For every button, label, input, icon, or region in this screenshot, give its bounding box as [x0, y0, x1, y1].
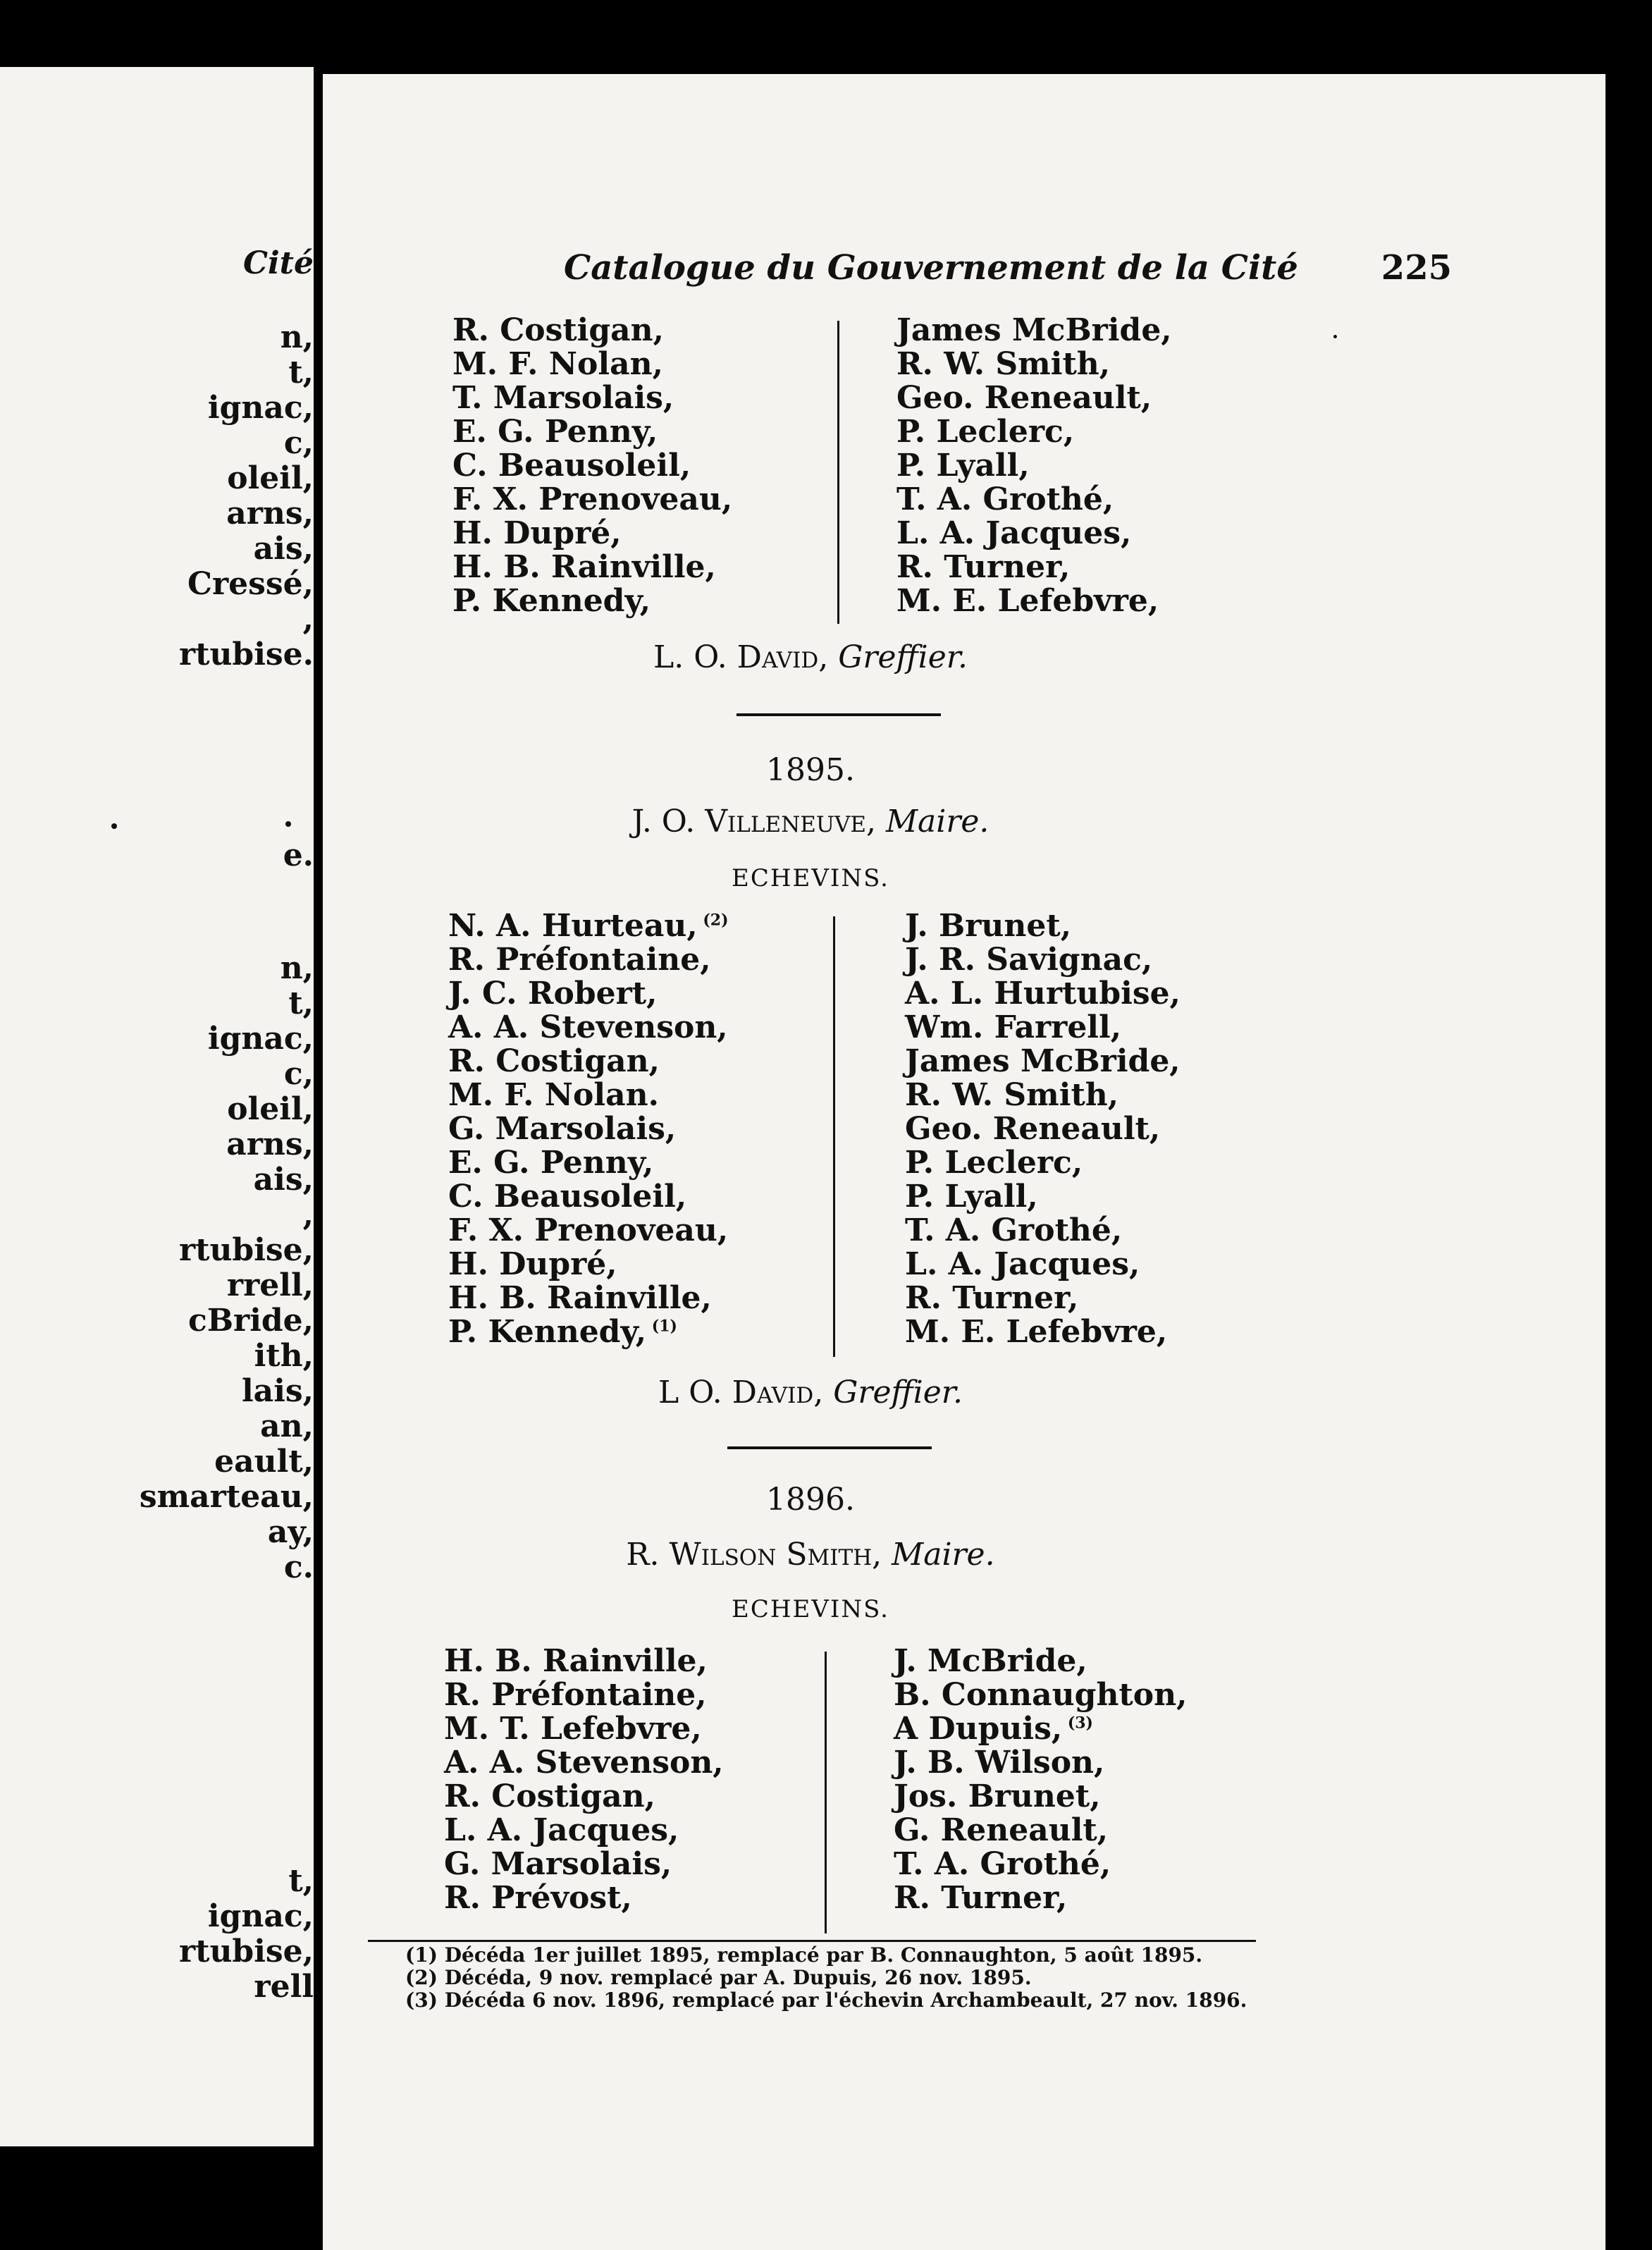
left-page-fragment — [0, 1900, 314, 1934]
alderman-name — [448, 1248, 729, 1281]
alderman-name — [896, 483, 1172, 517]
alderman-name — [896, 314, 1172, 348]
alderman-name-text: H. Dupré, — [452, 515, 622, 551]
mayor-line-1895 — [423, 802, 1198, 842]
aldermen-left-column — [444, 1645, 724, 1915]
left-page-fragment — [0, 603, 314, 637]
left-page-fragment — [0, 1516, 314, 1549]
left-page-fragment — [0, 1551, 314, 1585]
mayor-title: Maire. — [892, 1537, 995, 1573]
left-page-fragment — [0, 952, 314, 985]
fragment-text: rtubise, — [178, 1234, 314, 1267]
left-page-fragment — [0, 1410, 314, 1444]
fragment-text: lais, — [241, 1375, 314, 1408]
alderman-name — [896, 381, 1172, 415]
alderman-name — [896, 517, 1172, 551]
alderman-name-text: Jos. Brunet, — [894, 1778, 1101, 1814]
alderman-name-text: James McBride, — [896, 312, 1172, 348]
fragment-text: rtubise, — [178, 1935, 314, 1969]
alderman-name — [448, 1011, 729, 1045]
fragment-text: eault, — [214, 1445, 314, 1479]
footnote-rule — [368, 1940, 1256, 1942]
alderman-name — [448, 909, 729, 943]
alderman-name — [896, 584, 1172, 618]
alderman-name — [452, 483, 732, 517]
section-rule — [736, 713, 941, 716]
alderman-name — [444, 1645, 724, 1678]
alderman-name — [896, 348, 1172, 381]
alderman-name — [448, 1045, 729, 1078]
alderman-name-text: R. W. Smith, — [905, 1077, 1119, 1113]
alderman-name — [896, 449, 1172, 483]
alderman-name-text: L. A. Jacques, — [896, 515, 1132, 551]
clerk-line-1895 — [423, 1373, 1198, 1413]
alderman-name-text: L. A. Jacques, — [905, 1246, 1140, 1282]
alderman-name-text: T. Marsolais, — [452, 380, 674, 416]
fragment-text: an, — [260, 1410, 314, 1444]
alderman-name — [896, 415, 1172, 449]
section-rule — [727, 1446, 932, 1449]
ink-speck — [1333, 335, 1337, 338]
aldermen-right-column — [905, 909, 1181, 1349]
left-page-fragments — [0, 67, 314, 2146]
left-page-fragment — [0, 247, 314, 281]
clerk-line-top — [423, 638, 1198, 677]
alderman-name — [452, 517, 732, 551]
alderman-name-text: P. Lyall, — [896, 448, 1030, 484]
fragment-text: oleil, — [227, 462, 314, 496]
fragment-text: c. — [283, 1551, 314, 1585]
alderman-name-text: H. B. Rainville, — [448, 1280, 712, 1316]
aldermen-list-1896 — [423, 1645, 1198, 1934]
year-1895: 1895. — [766, 752, 855, 788]
alderman-name — [448, 1180, 729, 1214]
left-page-fragment — [0, 532, 314, 566]
fragment-text: rrell, — [226, 1269, 314, 1303]
alderman-name — [444, 1814, 724, 1848]
fragment-text: ais, — [253, 532, 314, 566]
alderman-name-text: R. Costigan, — [448, 1043, 660, 1079]
alderman-name-text: H. Dupré, — [448, 1246, 617, 1282]
alderman-name — [448, 1146, 729, 1180]
fragment-text: oleil, — [227, 1093, 314, 1126]
fragment-text: n, — [280, 952, 314, 985]
running-header — [564, 247, 1452, 289]
fragment-text: , — [302, 603, 314, 637]
fragment-text: smarteau, — [139, 1480, 314, 1514]
fragment-text: c, — [283, 426, 314, 460]
fragment-text: ay, — [267, 1516, 314, 1549]
alderman-name — [905, 1281, 1181, 1315]
alderman-name — [452, 584, 732, 618]
alderman-name — [905, 1112, 1181, 1146]
alderman-name — [905, 943, 1181, 977]
aldermen-list-1895 — [423, 909, 1198, 1360]
page-number: 225 — [1381, 248, 1452, 288]
alderman-name-text: R. Turner, — [894, 1880, 1068, 1916]
left-page-fragment — [0, 356, 314, 390]
alderman-name — [905, 1214, 1181, 1248]
clerk-title: Greffier. — [833, 1375, 963, 1410]
echevins-heading-1896: ECHEVINS. — [732, 1595, 889, 1623]
alderman-name-text: T. A. Grothé, — [905, 1212, 1123, 1248]
left-page-fragment — [0, 391, 314, 425]
alderman-name-text: R. Turner, — [905, 1280, 1079, 1316]
fragment-text: Cité — [242, 247, 314, 281]
alderman-name — [905, 1180, 1181, 1214]
alderman-name — [905, 1248, 1181, 1281]
left-page-fragment — [0, 567, 314, 601]
fragment-text: e. — [283, 839, 314, 873]
clerk-title: Greffier. — [838, 639, 968, 675]
alderman-name — [894, 1678, 1187, 1712]
column-divider — [837, 321, 839, 624]
left-page-fragment — [0, 497, 314, 531]
fragment-text: ith, — [254, 1339, 314, 1373]
footnote-marker: (2) — [697, 911, 729, 930]
alderman-name — [448, 1112, 729, 1146]
alderman-name-text: A Dupuis, — [894, 1711, 1063, 1747]
alderman-name — [894, 1746, 1187, 1780]
clerk-name: L O. David, — [658, 1375, 824, 1410]
ink-speck — [285, 821, 291, 827]
left-page-fragment — [0, 1375, 314, 1408]
alderman-name-text: C. Beausoleil, — [452, 448, 691, 484]
alderman-name-text: Wm. Farrell, — [905, 1009, 1122, 1045]
column-divider — [825, 1652, 827, 1934]
continued-aldermen-list — [423, 314, 1198, 624]
alderman-name-text: M. E. Lefebvre, — [905, 1314, 1168, 1350]
fragment-text: c, — [283, 1057, 314, 1091]
alderman-name-text: R. W. Smith, — [896, 346, 1111, 382]
left-page-fragment — [0, 987, 314, 1021]
alderman-name-text: M. F. Nolan, — [452, 346, 663, 382]
alderman-name — [448, 1078, 729, 1112]
alderman-name-text: P. Leclerc, — [896, 414, 1075, 450]
left-page-fragment — [0, 1057, 314, 1091]
alderman-name-text: G. Marsolais, — [444, 1846, 672, 1882]
alderman-name — [452, 415, 732, 449]
alderman-name — [894, 1712, 1187, 1746]
alderman-name-text: G. Reneault, — [894, 1812, 1109, 1848]
alderman-name-text: Geo. Reneault, — [896, 380, 1152, 416]
alderman-name-text: J. McBride, — [894, 1643, 1087, 1679]
alderman-name — [448, 1281, 729, 1315]
alderman-name — [905, 1011, 1181, 1045]
alderman-name-text: A. A. Stevenson, — [448, 1009, 728, 1045]
left-page-fragment — [0, 1128, 314, 1162]
left-page-fragment — [0, 1198, 314, 1232]
fragment-text: n, — [280, 321, 314, 355]
footnote-marker: (3) — [1062, 1714, 1093, 1733]
echevins-heading-1895: ECHEVINS. — [732, 864, 889, 892]
left-page-fragment — [0, 1445, 314, 1479]
alderman-name-text: M. F. Nolan. — [448, 1077, 659, 1113]
left-page-fragment — [0, 1935, 314, 1969]
alderman-name-text: T. A. Grothé, — [894, 1846, 1111, 1882]
fragment-text: ignac, — [207, 1900, 314, 1934]
alderman-name — [448, 943, 729, 977]
left-page-fragment — [0, 1304, 314, 1338]
alderman-name — [444, 1678, 724, 1712]
alderman-name-text: James McBride, — [905, 1043, 1181, 1079]
alderman-name-text: A. L. Hurtubise, — [905, 976, 1181, 1012]
alderman-name — [905, 977, 1181, 1011]
year-1896: 1896. — [766, 1482, 855, 1518]
left-page-fragment — [0, 839, 314, 873]
footnote: (2) Décéda, 9 nov. remplacé par A. Dupuis, 26 nov. 1895. — [405, 1966, 1032, 1989]
mayor-name: R. Wilson Smith, — [626, 1537, 882, 1573]
alderman-name — [896, 551, 1172, 584]
aldermen-left-column — [448, 909, 729, 1349]
alderman-name — [448, 1214, 729, 1248]
alderman-name-text: P. Leclerc, — [905, 1145, 1083, 1181]
alderman-name-text: M. T. Lefebvre, — [444, 1711, 702, 1747]
alderman-name — [452, 551, 732, 584]
fragment-text: t, — [288, 356, 314, 390]
fragment-text: Cressé, — [187, 567, 314, 601]
alderman-name-text: P. Kennedy, — [452, 583, 651, 619]
page-edge-shadow — [1605, 106, 1652, 2250]
left-page-fragment — [0, 1163, 314, 1197]
alderman-name-text: F. X. Prenoveau, — [452, 481, 733, 517]
fragment-text: rell — [254, 1970, 314, 2004]
alderman-name — [452, 381, 732, 415]
fragment-text: t, — [288, 987, 314, 1021]
alderman-name-text: E. G. Penny, — [452, 414, 658, 450]
alderman-name-text: C. Beausoleil, — [448, 1179, 687, 1215]
alderman-name — [894, 1881, 1187, 1915]
left-page-fragment — [0, 321, 314, 355]
fragment-text: , — [302, 1198, 314, 1232]
alderman-name-text: L. A. Jacques, — [444, 1812, 679, 1848]
alderman-name-text: J. R. Savignac, — [905, 942, 1153, 978]
alderman-name-text: Geo. Reneault, — [905, 1111, 1161, 1147]
alderman-name-text: R. Préfontaine, — [444, 1677, 707, 1713]
mayor-name: J. O. Villeneuve, — [631, 804, 876, 840]
alderman-name-text: J. C. Robert, — [448, 976, 658, 1012]
alderman-name — [444, 1746, 724, 1780]
left-page-fragment — [0, 1269, 314, 1303]
mayor-title: Maire. — [885, 804, 990, 840]
alderman-name-text: R. Turner, — [896, 549, 1071, 585]
alderman-name-text: R. Costigan, — [452, 312, 664, 348]
alderman-name-text: A. A. Stevenson, — [444, 1745, 724, 1781]
alderman-name — [452, 348, 732, 381]
alderman-name-text: P. Lyall, — [905, 1179, 1038, 1215]
footnote-marker: (1) — [646, 1317, 677, 1336]
left-page — [0, 67, 314, 2146]
alderman-name-text: J. B. Wilson, — [894, 1745, 1105, 1781]
aldermen-right-column — [894, 1645, 1187, 1915]
fragment-text: ais, — [253, 1163, 314, 1197]
alderman-name-text: G. Marsolais, — [448, 1111, 677, 1147]
fragment-text: arns, — [226, 1128, 314, 1162]
alderman-name — [452, 314, 732, 348]
alderman-name-text: P. Kennedy, — [448, 1314, 647, 1350]
left-page-fragment — [0, 1970, 314, 2004]
aldermen-left-column — [452, 314, 732, 618]
fragment-text: cBride, — [188, 1304, 314, 1338]
alderman-name-text: R. Prévost, — [444, 1880, 632, 1916]
aldermen-right-column — [896, 314, 1172, 618]
alderman-name-text: T. A. Grothé, — [896, 481, 1114, 517]
alderman-name-text: J. Brunet, — [905, 908, 1072, 944]
page-title: Catalogue du Gouvernement de la Cité — [564, 248, 1298, 288]
alderman-name-text: H. B. Rainville, — [452, 549, 716, 585]
alderman-name — [444, 1881, 724, 1915]
clerk-name: L. O. David, — [653, 639, 829, 675]
left-page-fragment — [0, 1339, 314, 1373]
alderman-name-text: M. E. Lefebvre, — [896, 583, 1159, 619]
left-page-fragment — [0, 426, 314, 460]
alderman-name — [894, 1814, 1187, 1848]
alderman-name — [905, 1078, 1181, 1112]
alderman-name — [444, 1780, 724, 1814]
fragment-text: arns, — [226, 497, 314, 531]
alderman-name — [905, 1045, 1181, 1078]
alderman-name — [894, 1848, 1187, 1881]
left-page-fragment — [0, 1864, 314, 1898]
fragment-text: ignac, — [207, 1022, 314, 1056]
alderman-name — [448, 1315, 729, 1349]
fragment-text: ignac, — [207, 391, 314, 425]
alderman-name — [448, 977, 729, 1011]
left-page-fragment — [0, 1093, 314, 1126]
left-page-fragment — [0, 1480, 314, 1514]
alderman-name-text: N. A. Hurteau, — [448, 908, 698, 944]
left-page-fragment — [0, 1234, 314, 1267]
alderman-name — [444, 1848, 724, 1881]
left-page-fragment — [0, 462, 314, 496]
footnotes — [405, 1944, 1279, 2012]
ink-speck — [111, 823, 117, 829]
fragment-text: rtubise. — [178, 638, 314, 672]
alderman-name — [905, 909, 1181, 943]
alderman-name — [452, 449, 732, 483]
alderman-name — [905, 1315, 1181, 1349]
alderman-name — [894, 1780, 1187, 1814]
alderman-name — [905, 1146, 1181, 1180]
alderman-name-text: F. X. Prenoveau, — [448, 1212, 729, 1248]
alderman-name-text: R. Costigan, — [444, 1778, 655, 1814]
alderman-name-text: R. Préfontaine, — [448, 942, 711, 978]
footnote: (3) Décéda 6 nov. 1896, remplacé par l'échevin Archambeault, 27 nov. 1896. — [405, 1988, 1247, 2012]
left-page-fragment — [0, 1022, 314, 1056]
left-page-fragment — [0, 638, 314, 672]
fragment-text: t, — [288, 1864, 314, 1898]
mayor-line-1896 — [423, 1535, 1198, 1575]
alderman-name-text: H. B. Rainville, — [444, 1643, 708, 1679]
alderman-name-text: B. Connaughton, — [894, 1677, 1188, 1713]
alderman-name — [444, 1712, 724, 1746]
alderman-name — [894, 1645, 1187, 1678]
column-divider — [833, 916, 835, 1357]
alderman-name-text: E. G. Penny, — [448, 1145, 654, 1181]
footnote: (1) Décéda 1er juillet 1895, remplacé par B. Connaughton, 5 août 1895. — [405, 1943, 1203, 1967]
